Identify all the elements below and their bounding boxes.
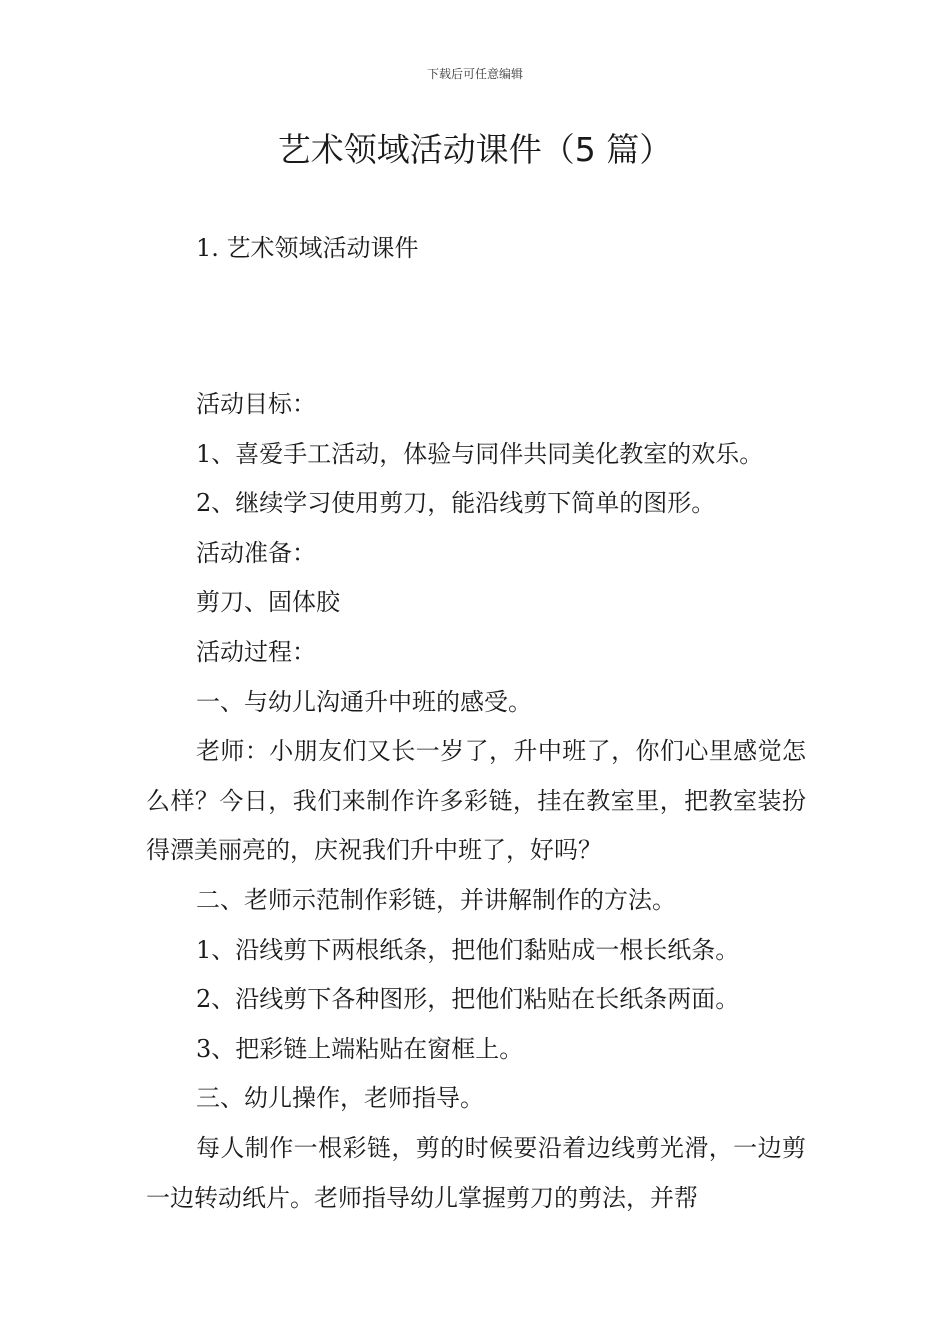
paragraph-activity-goals: 活动目标： <box>196 390 316 418</box>
paragraph-goal-1: 1、喜爱手工活动，体验与同伴共同美化教室的欢乐。 <box>196 439 764 468</box>
section-heading: 1. 艺术领域活动课件 <box>196 234 419 262</box>
paragraph-step-1: 一、与幼儿沟通升中班的感受。 <box>196 687 532 716</box>
paragraph-step-2: 二、老师示范制作彩链，并讲解制作的方法。 <box>196 885 676 914</box>
document-title: 艺术领域活动课件（5 篇） <box>277 130 673 169</box>
paragraph-method-2: 2、沿线剪下各种图形，把他们粘贴在长纸条两面。 <box>196 985 740 1014</box>
paragraph-materials: 剪刀、固体胶 <box>196 588 340 617</box>
header-note: 下载后可任意编辑 <box>426 67 523 81</box>
paragraph-method-1: 1、沿线剪下两根纸条，把他们黏贴成一根长纸条。 <box>196 935 740 964</box>
paragraph-teacher-speech: 老师：小朋友们又长一岁了，升中班了，你们心里感觉怎么样？今日，我们来制作许多彩链，挂在教室里，把教室装扮得漂美丽亮的，庆祝我们升中班了，好吗？ <box>146 737 806 865</box>
paragraph-activity-prep: 活动准备： <box>196 538 316 567</box>
paragraph-method-3: 3、把彩链上端粘贴在窗框上。 <box>196 1034 524 1063</box>
paragraph-operation: 每人制作一根彩链，剪的时候要沿着边线剪光滑，一边剪一边转动纸片。老师指导幼儿掌握剪刀的剪法，并帮 <box>146 1133 806 1212</box>
paragraph-goal-2: 2、继续学习使用剪刀，能沿线剪下简单的图形。 <box>196 489 716 518</box>
paragraph-step-3: 三、幼儿操作，老师指导。 <box>196 1084 484 1113</box>
document-body <box>146 380 806 1223</box>
paragraph-activity-process: 活动过程： <box>196 637 316 666</box>
